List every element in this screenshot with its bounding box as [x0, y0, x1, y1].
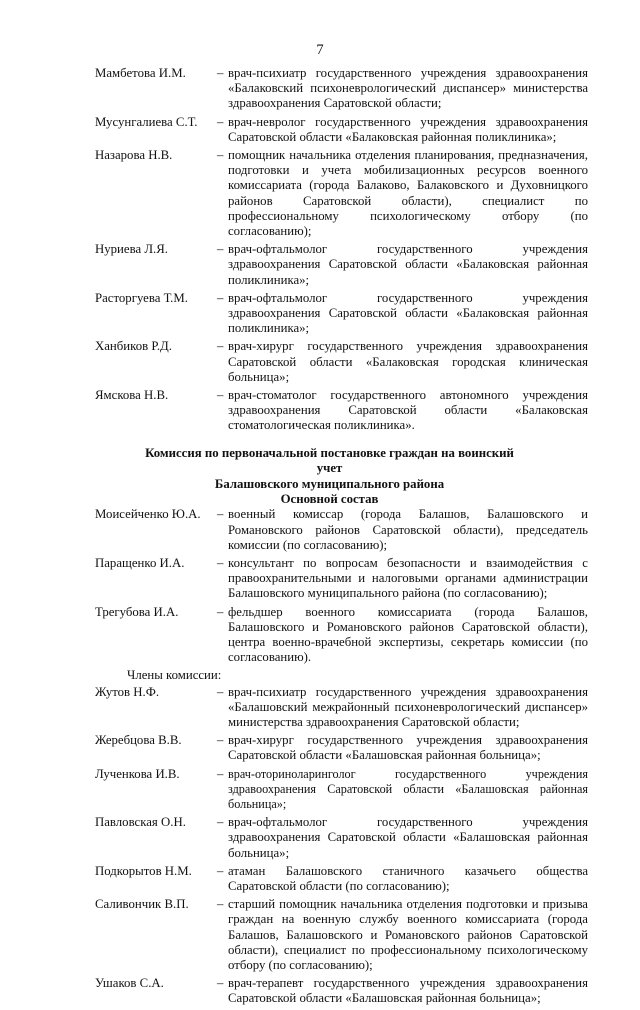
- person-name: Нуриева Л.Я.: [95, 242, 168, 257]
- list-item: Жутов Н.Ф. – врач-психиатр государственного учреждения здравоохранения «Балашовский межрайонный психоневрологический диспансер» министерства здравоохранения Саратовской области;: [95, 684, 588, 730]
- section1-list: [95, 66, 588, 434]
- person-name: Трегубова И.А.: [95, 604, 179, 619]
- composition-title: Основной состав: [280, 492, 379, 507]
- list-item: Трегубова И.А. – фельдшер военного комиссариата (города Балашов, Балашовского и Романовского районов Саратовской области), центра военно-врачебной экспертизы, секретарь комиссии (по согласованию).: [95, 604, 588, 665]
- person-role: атаман Балашовского станичного казачьего общества Саратовской области (по согласованию);: [228, 863, 588, 894]
- person-name: Павловская О.Н.: [95, 815, 186, 830]
- section2-members: [95, 685, 588, 1007]
- person-name: Подкорытов Н.М.: [95, 863, 192, 878]
- person-name: Мусунгалиева С.Т.: [95, 114, 198, 129]
- person-role: врач-хирург государственного учреждения здравоохранения Саратовской области «Балаковская городская клиническая больница»;: [228, 339, 588, 384]
- list-item: Лученкова И.В. – врач-оториноларинголог государственного учреждения здравоохранения Саратовской области «Балашовская районная больница»;: [95, 766, 588, 812]
- person-role: фельдшер военного комиссариата (города Балашов, Балашовского и Романовского районов Саратовской области), центра военно-врачебной экспертизы, секретарь комиссии (по согласованию).: [228, 604, 588, 665]
- person-role: врач-офтальмолог государственного учреждения здравоохранения Саратовской области «Балаковская районная поликлиника»;: [228, 242, 588, 287]
- person-role: врач-терапевт государственного учреждения здравоохранения Саратовской области «Балашовская районная больница»;: [228, 976, 588, 1006]
- commission-subtitle: Балашовского муниципального района: [214, 476, 445, 491]
- list-item: Подкорытов Н.М. – атаман Балашовского станичного казачьего общества Саратовской области (по согласованию);: [95, 863, 588, 894]
- person-name: Ямскова Н.В.: [95, 388, 169, 403]
- person-role: врач-оториноларинголог государственного учреждения здравоохранения Саратовской области «Балашовская районная больница»;: [228, 766, 588, 812]
- person-role: помощник начальника отделения планирования, предназначения, подготовки и учета мобилизационных ресурсов военного комиссариата (города Балаково, Балаковского и Духовницкого районов Саратовской области), специалист по профессиональному психологическому отбору (по согласованию);: [228, 148, 588, 239]
- list-item: Нуриева Л.Я. – врач-офтальмолог государственного учреждения здравоохранения Саратовской области «Балаковская районная поликлиника»;: [95, 242, 588, 287]
- person-role: врач-офтальмолог государственного учреждения здравоохранения Саратовской области «Балаковская районная поликлиника»;: [228, 290, 588, 336]
- commission-heading: [95, 446, 588, 508]
- members-label: Члены комиссии:: [127, 668, 222, 683]
- person-role: врач-психиатр государственного учреждения здравоохранения «Балаковский психоневрологический диспансер» министерства здравоохранения Саратовской области;: [228, 66, 588, 111]
- list-item: Ушаков С.А. – врач-терапевт государственного учреждения здравоохранения Саратовской области «Балашовская районная больница»;: [95, 976, 588, 1006]
- person-name: Назарова Н.В.: [95, 148, 173, 163]
- person-role: военный комиссар (города Балашов, Балашовского и Романовского районов Саратовской области), председатель комиссии (по согласованию);: [228, 507, 588, 552]
- person-role: консультант по вопросам безопасности и взаимодействия с правоохранительными и налоговыми органами администрации Балашовского муниципального района (по согласованию);: [228, 555, 588, 601]
- person-name: Жутов Н.Ф.: [95, 684, 160, 699]
- list-item: Назарова Н.В. – помощник начальника отделения планирования, предназначения, подготовки и учета мобилизационных ресурсов военного комиссариата (города Балаково, Балаковского и Духовницкого районов Саратовской области), специалист по профессиональному психологическому отбору (по согласованию);: [95, 148, 588, 239]
- person-role: врач-офтальмолог государственного учреждения здравоохранения Саратовской области «Балашовская районная больница»;: [228, 815, 588, 860]
- person-name: Саливончик В.П.: [95, 897, 189, 912]
- document-body: [95, 66, 588, 1010]
- commission-title: Комиссия по первоначальной постановке граждан на воинский учет: [145, 445, 514, 476]
- person-name: Ханбиков Р.Д.: [95, 339, 172, 354]
- list-item: Моисейченко Ю.А. – военный комиссар (города Балашов, Балашовского и Романовского районов Саратовской области), председатель комиссии (по согласованию);: [95, 507, 588, 552]
- list-item: Мамбетова И.М. – врач-психиатр государственного учреждения здравоохранения «Балаковский психоневрологический диспансер» министерства здравоохранения Саратовской области;: [95, 66, 588, 111]
- list-item: Мусунгалиева С.Т. – врач-невролог государственного учреждения здравоохранения Саратовской области «Балаковская районная поликлиника»;: [95, 114, 588, 144]
- person-role: врач-невролог государственного учреждения здравоохранения Саратовской области «Балаковская районная поликлиника»;: [228, 114, 588, 144]
- list-item: Жеребцова В.В. – врач-хирург государственного учреждения здравоохранения Саратовской области «Балашовская районная больница»;: [95, 733, 588, 763]
- list-item: Паращенко И.А. – консультант по вопросам безопасности и взаимодействия с правоохранительными и налоговыми органами администрации Балашовского муниципального района (по согласованию);: [95, 555, 588, 601]
- list-item: Расторгуева Т.М. – врач-офтальмолог государственного учреждения здравоохранения Саратовской области «Балаковская районная поликлиника»;: [95, 290, 588, 336]
- person-role: врач-стоматолог государственного автономного учреждения здравоохранения Саратовской области «Балаковская стоматологическая поликлиника».: [228, 388, 588, 433]
- person-role: врач-хирург государственного учреждения здравоохранения Саратовской области «Балашовская районная больница»;: [228, 733, 588, 763]
- person-name: Жеребцова В.В.: [95, 733, 182, 748]
- person-name: Расторгуева Т.М.: [95, 290, 188, 305]
- page-number: 7: [316, 42, 324, 58]
- list-item: Павловская О.Н. – врач-офтальмолог государственного учреждения здравоохранения Саратовской области «Балашовская районная больница»;: [95, 815, 588, 860]
- list-item: Ямскова Н.В. – врач-стоматолог государственного автономного учреждения здравоохранения Саратовской области «Балаковская стоматологическая поликлиника».: [95, 388, 588, 433]
- person-name: Паращенко И.А.: [95, 555, 185, 570]
- section2-leaders: [95, 507, 588, 665]
- list-item: Ханбиков Р.Д. – врач-хирург государственного учреждения здравоохранения Саратовской области «Балаковская городская клиническая больница»;: [95, 339, 588, 384]
- person-name: Ушаков С.А.: [95, 976, 164, 991]
- person-name: Лученкова И.В.: [95, 766, 180, 781]
- list-item: Саливончик В.П. – старший помощник начальника отделения подготовки и призыва граждан на военную службу военного комиссариата (города Балашов, Балашовского и Романовского районов Саратовской области), специалист по профессиональному психологическому отбору (по согласованию);: [95, 897, 588, 973]
- person-name: Мамбетова И.М.: [95, 66, 186, 80]
- person-role: старший помощник начальника отделения подготовки и призыва граждан на военную службу военного комиссариата (города Балашов, Балашовского и Романовского районов Саратовской области), специалист по профессиональному психологическому отбору (по согласованию);: [228, 897, 588, 973]
- person-name: Моисейченко Ю.А.: [95, 507, 201, 522]
- person-role: врач-психиатр государственного учреждения здравоохранения «Балашовский межрайонный психоневрологический диспансер» министерства здравоохранения Саратовской области;: [228, 684, 588, 730]
